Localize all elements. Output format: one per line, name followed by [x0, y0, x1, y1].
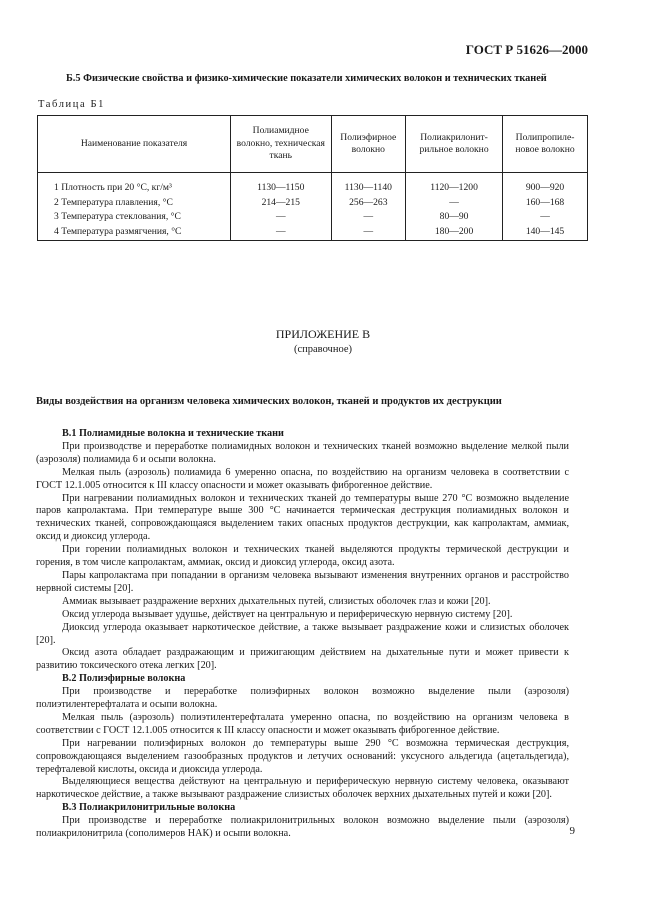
- paragraph: При производстве и переработке полиэфирных волокон возможно выделение пыли (аэрозоля) полиэтилентерефталата и осыпи волокна.: [36, 686, 569, 711]
- paragraph: Оксид углерода вызывает удушье, действует на центральную и периферическую нервную систему [20].: [62, 608, 513, 620]
- appendix-title: ПРИЛОЖЕНИЕ В: [275, 327, 371, 341]
- column-header: Наименование показателя: [38, 116, 231, 173]
- page-number: 9: [569, 825, 575, 837]
- cell-value: 214—215: [231, 197, 332, 212]
- body-text: [36, 428, 569, 841]
- cell-value: —: [331, 211, 406, 226]
- paragraph: Выделяющиеся вещества действуют на центральную и периферическую нервную систему человека, оказывают наркотическое действие, а также вызывают раздражение слизистых оболочек верхних дыхательных путей и кожи [20].: [36, 776, 569, 801]
- column-header: Полиэфирное волокно: [331, 116, 406, 173]
- paragraph: Оксид азота обладает раздражающим и прижигающим действием на дыхательные пути и может привести к развитию токсического отека легких [20].: [36, 647, 569, 672]
- appendix-subtitle: (справочное): [294, 344, 352, 355]
- paragraph: При производстве и переработке полиамидных волокон и технических тканей возможно выделение мелкой пыли (аэрозоля) полиамида 6 и осыпи волокна.: [36, 440, 569, 465]
- table-row: [38, 211, 588, 226]
- cell-value: 1120—1200: [406, 173, 503, 197]
- cell-value: 140—145: [503, 226, 588, 241]
- paragraph: Пары капролактама при попадании в организм человека вызывают изменения внутренних органов и расстройство нервной системы [20].: [36, 569, 569, 594]
- cell-value: 1130—1150: [231, 173, 332, 197]
- cell-value: 80—90: [406, 211, 503, 226]
- subsection-heading: В.3 Полиакрилонитрильные волокна: [62, 802, 236, 814]
- properties-table: [37, 115, 588, 241]
- column-header: Полиакрилонит-рильное волокно: [406, 116, 503, 173]
- paragraph: Диоксид углерода оказывает наркотическое действие, а также вызывает раздражение кожи и слизистых оболочек [20].: [36, 621, 569, 646]
- subsection-heading: В.2 Полиэфирные волокна: [62, 673, 186, 685]
- row-name: 1 Плотность при 20 °С, кг/м³: [38, 173, 231, 197]
- column-header: Полиамидное волокно, техническая ткань: [231, 116, 332, 173]
- row-name: 4 Температура размягчения, °С: [38, 226, 231, 241]
- cell-value: —: [503, 211, 588, 226]
- paragraph: При горении полиамидных волокон и технических тканей выделяются продукты термической деструкции и горения, в том числе капролактам, аммиак, оксид и диоксид углерода, оксид азота.: [36, 544, 569, 569]
- row-name: 2 Температура плавления, °С: [38, 197, 231, 212]
- paragraph: Мелкая пыль (аэрозоль) полиамида 6 умеренно опасна, по воздействию на организм человека в соответствии с ГОСТ 12.1.005 относится к III классу опасности и может оказывать фиброгенное действие.: [36, 466, 569, 491]
- paragraph: Мелкая пыль (аэрозоль) полиэтилентерефталата умеренно опасна, по воздействию на организм человека в соответствии с ГОСТ 12.1.005 относится к III классу опасности и может оказывать фиброгенное действие.: [36, 711, 569, 736]
- cell-value: 1130—1140: [331, 173, 406, 197]
- subsection-heading: В.1 Полиамидные волокна и технические ткани: [62, 428, 284, 439]
- paragraph: При нагревании полиэфирных волокон до температуры выше 290 °С возможна термическая деструкция, сопровождающаяся выделением газообразных продуктов и летучих оснований: уксусного альдегида (ацетальдегида), терефталевой кислоты, оксида и диоксида углерода.: [36, 737, 569, 775]
- paragraph: При производстве и переработке полиакрилонитрильных волокон возможно выделение пыли (аэрозоля) полиакрилонитрила (сополимеров НАК) и осыпи волокна.: [36, 815, 569, 840]
- table-row: [38, 226, 588, 241]
- table-header-row: [38, 116, 588, 173]
- document-id-header: ГОСТ Р 51626—2000: [465, 42, 588, 57]
- cell-value: 256—263: [331, 197, 406, 212]
- paragraph: Аммиак вызывает раздражение верхних дыхательных путей, слизистых оболочек глаз и кожи [20].: [62, 595, 491, 607]
- cell-value: —: [406, 197, 503, 212]
- cell-value: 900—920: [503, 173, 588, 197]
- table-row: [38, 197, 588, 212]
- cell-value: —: [231, 211, 332, 226]
- cell-value: —: [331, 226, 406, 241]
- paragraph: При нагревании полиамидных волокон и технических тканей до температуры выше 270 °С возможно выделение паров капролактама. При температуре выше 300 °С начинается термическая деструкция полиамидных волокон и технических тканей, сопровождающаяся выделением таких опасных продуктов деструкции, как капролактам, аммиак, оксид и диоксид углерода.: [36, 492, 569, 543]
- row-name: 3 Температура стеклования, °С: [38, 211, 231, 226]
- cell-value: —: [231, 226, 332, 241]
- cell-value: 180—200: [406, 226, 503, 241]
- column-header: Полипропиле-новое волокно: [503, 116, 588, 173]
- table-row: [38, 173, 588, 197]
- appendix-heading: Виды воздействия на организм человека химических волокон, тканей и продуктов их деструкции: [36, 396, 502, 407]
- section-b5-title: Б.5 Физические свойства и физико-химические показатели химических волокон и технических тканей: [66, 73, 547, 84]
- table-caption: Таблица Б1: [38, 99, 105, 110]
- cell-value: 160—168: [503, 197, 588, 212]
